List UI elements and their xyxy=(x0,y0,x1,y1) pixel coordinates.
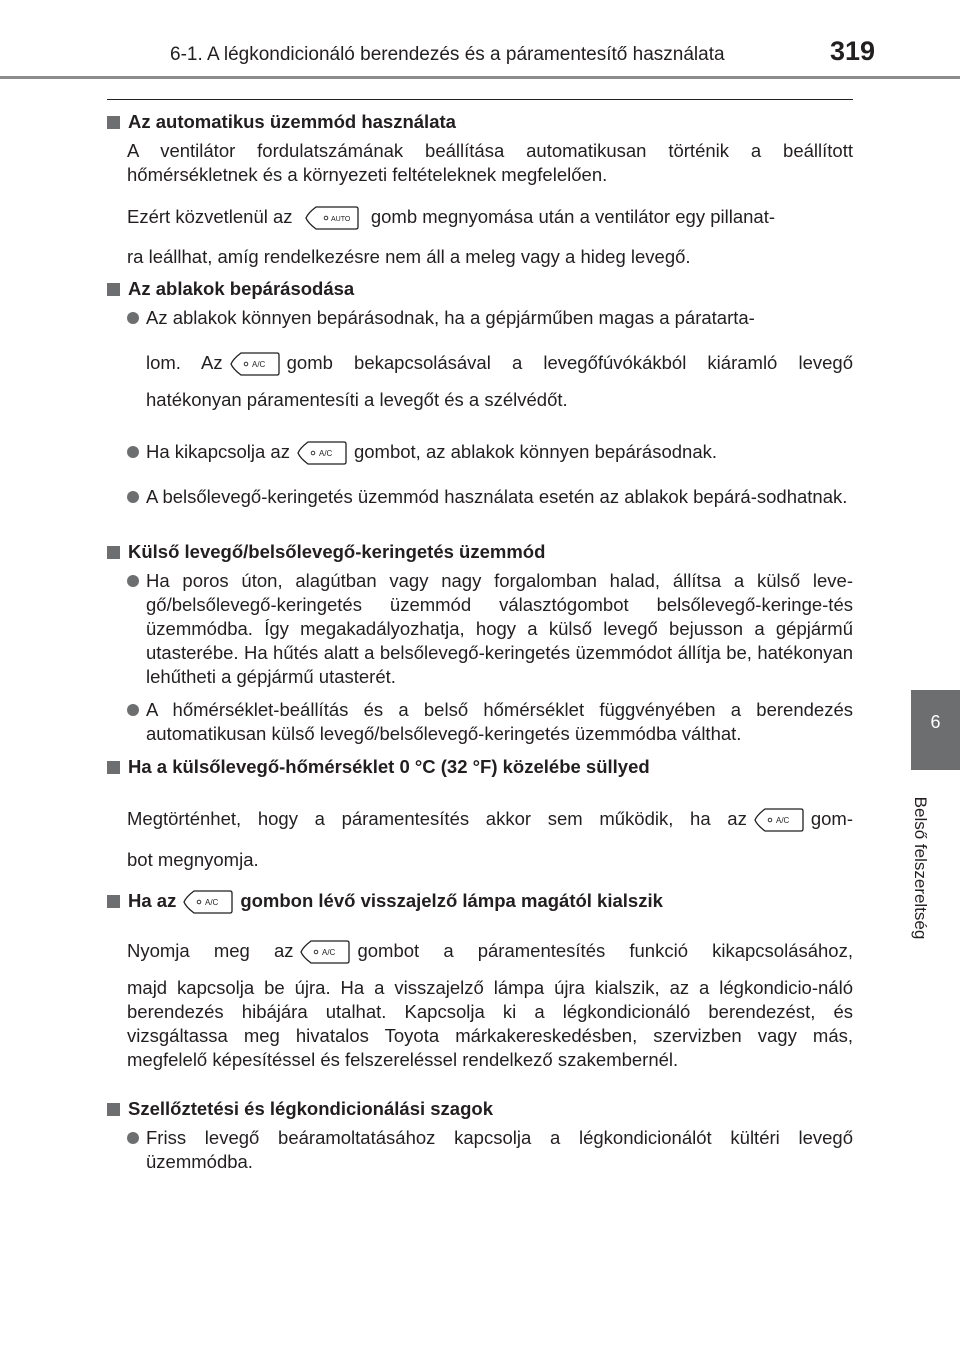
square-bullet-icon xyxy=(107,546,120,559)
round-bullet-icon xyxy=(127,575,139,587)
section-heading-auto-mode: Az automatikus üzemmód használata xyxy=(107,110,456,134)
round-bullet-icon xyxy=(127,491,139,503)
svg-text:A/C: A/C xyxy=(318,449,333,459)
section-heading-fogging: Az ablakok bepárásodása xyxy=(107,277,354,301)
fogging-bullet-2: Ha kikapcsolja az A/C gombot, az ablakok könnyen bepárásodnak. xyxy=(127,440,853,466)
ac-button-icon xyxy=(182,889,234,915)
auto-button-icon xyxy=(304,205,360,231)
auto-mode-button-line: Ezért közvetlenül az AUTO gomb megnyomása után a ventilátor egy pillanat- xyxy=(127,205,853,231)
round-bullet-icon xyxy=(127,1132,139,1144)
cold-line-2: bot megnyomja. xyxy=(127,849,259,870)
ac-button-icon xyxy=(296,440,348,466)
chapter-number: 6 xyxy=(930,712,941,732)
content-top-divider xyxy=(107,99,853,100)
cold-button-line: Megtörténhet, hogy a páramentesítés akkor sem működik, ha az A/C gom- xyxy=(127,807,853,833)
square-bullet-icon xyxy=(107,116,120,129)
svg-text:A/C: A/C xyxy=(322,948,336,958)
auto-mode-line-2: ra leállhat, amíg rendelkezésre nem áll a meleg vagy a hideg levegő. xyxy=(127,246,691,267)
round-bullet-icon xyxy=(127,446,139,458)
svg-text:A/C: A/C xyxy=(205,898,219,908)
square-bullet-icon xyxy=(107,895,120,908)
chapter-tab xyxy=(911,690,960,770)
odors-bullet-1: Friss levegő beáramoltatásához kapcsolja a légkondicionálót kültéri levegő üzemmódba. xyxy=(127,1126,853,1174)
header-title: 6-1. A légkondicionáló berendezés és a páramentesítő használata xyxy=(170,44,725,65)
indicator-button-line: Nyomja meg az A/C gombot a páramentesítés funkció kikapcsolásához, xyxy=(127,939,853,965)
ac-button-icon xyxy=(229,351,281,377)
ac-button-icon xyxy=(299,939,351,965)
square-bullet-icon xyxy=(107,283,120,296)
round-bullet-icon xyxy=(127,704,139,716)
svg-text:A/C: A/C xyxy=(251,360,265,370)
recirculation-bullet-2: A hőmérséklet-beállítás és a belső hőmérséklet függvényében a berendezés automatikusan külső levegő/belsőlevegő-keringetés üzemmódba válthat. xyxy=(127,698,853,746)
fogging-bullet-3: A belsőlevegő-keringetés üzemmód használata esetén az ablakok bepárá-sodhatnak. xyxy=(127,485,853,509)
svg-text:A/C: A/C xyxy=(775,816,790,826)
section-heading-cold: Ha a külsőlevegő-hőmérséklet 0 °C (32 °F) közelébe süllyed xyxy=(107,755,650,779)
section-heading-indicator: Ha az A/C gombon lévő visszajelző lámpa magától kialszik xyxy=(107,889,663,915)
recirculation-bullet-1: Ha poros úton, alagútban vagy nagy forgalomban halad, állítsa a külső leve-gő/belsőlevegő-keringetés üzemmód választógombot belsőlevegő-keringe-tés üzemmódba. Így megakadályozhatja, hogy a külső levegő bejusson a gépjármű utasterébe. Ha hűtés alatt a belsőlevegő-keringetés üzemmódot állítja be, hatékonyan lehűtheti a gépjármű utasterét. xyxy=(127,569,853,689)
fogging-bullet-1-line-3: hatékonyan páramentesíti a levegőt és a szélvédőt. xyxy=(146,389,568,410)
section-heading-recirculation: Külső levegő/belsőlevegő-keringetés üzemmód xyxy=(107,540,545,564)
chapter-label: Belső felszereltség xyxy=(911,796,930,940)
section-heading-odors: Szellőztetési és légkondicionálási szagok xyxy=(107,1097,493,1121)
auto-mode-paragraph: A ventilátor fordulatszámának beállítása automatikusan történik a beállított hőmérsékletnek és a környezeti feltételeknek megfelelően. xyxy=(127,140,853,185)
square-bullet-icon xyxy=(107,761,120,774)
fogging-bullet-1: Az ablakok könnyen bepárásodnak, ha a gépjárműben magas a páratarta- xyxy=(127,306,853,330)
square-bullet-icon xyxy=(107,1103,120,1116)
header-divider xyxy=(0,76,960,79)
indicator-paragraph: majd kapcsolja be újra. Ha a visszajelző lámpa újra kialszik, az a légkondicio-náló berendezés hibájára utalhat. Kapcsolja ki a légkondicionáló berendezést, és vizsgáltassa meg hivatalos Toyota márkakereskedésben, szervizben vagy más, megfelelő képesítéssel és felszereléssel rendelkező szakembernél. xyxy=(127,977,853,1070)
round-bullet-icon xyxy=(127,312,139,324)
svg-text:AUTO: AUTO xyxy=(330,216,351,224)
page-number: 319 xyxy=(830,36,876,66)
fogging-bullet-1-button-line: lom. Az A/C gomb bekapcsolásával a levegőfúvókákból kiáramló levegő xyxy=(146,351,853,377)
ac-button-icon xyxy=(753,807,805,833)
